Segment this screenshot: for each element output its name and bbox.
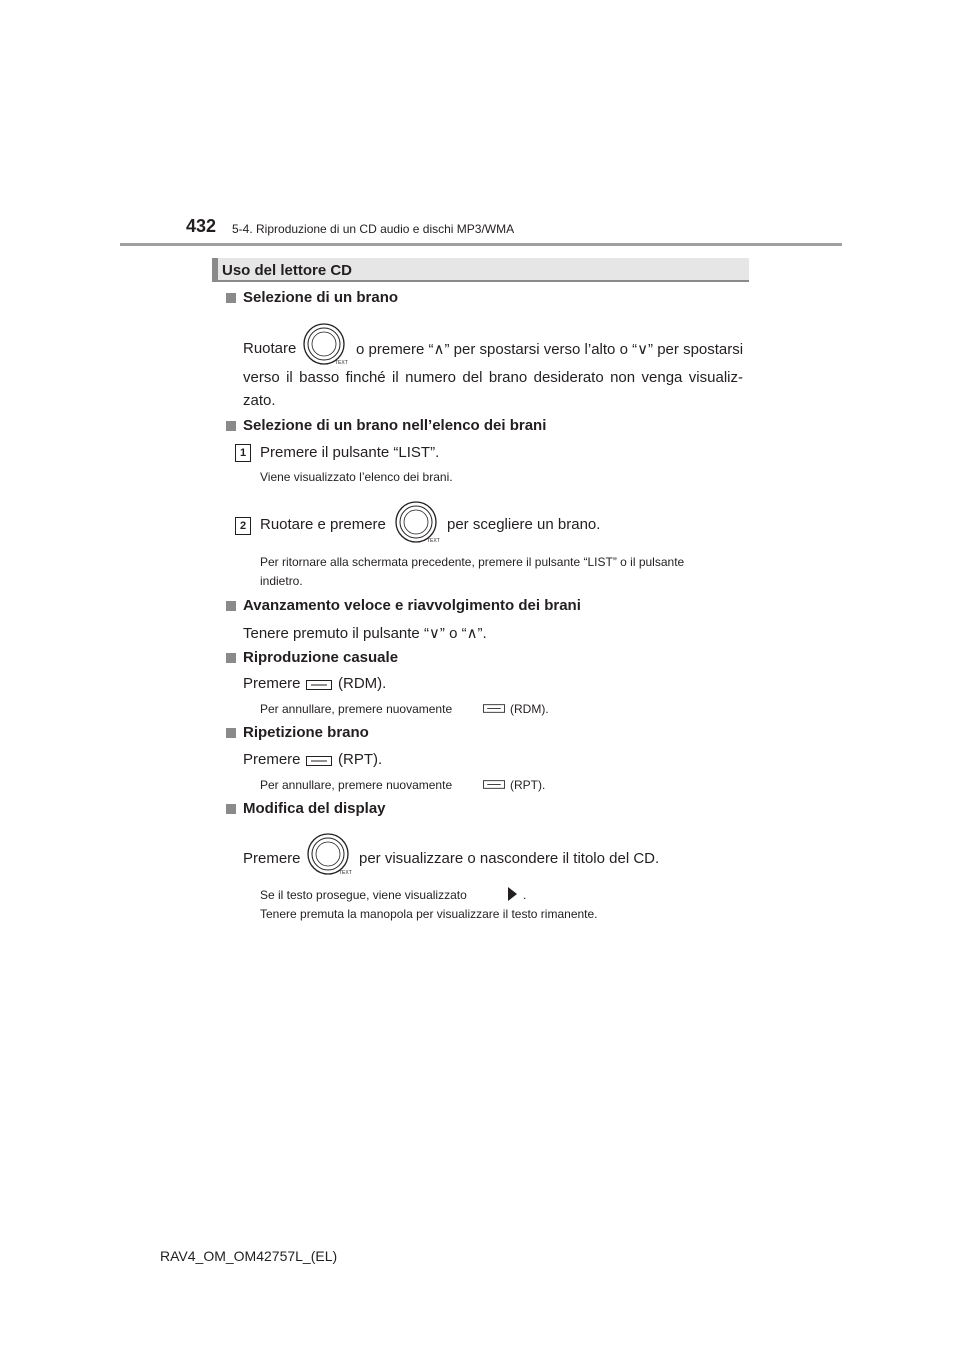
- note-text: .: [523, 888, 527, 902]
- heading-select-from-list: Selezione di un brano nell’elenco dei brani: [243, 417, 547, 434]
- body-text: Ruotare: [243, 340, 297, 357]
- note-text: indietro.: [260, 574, 303, 588]
- body-text: Premere: [243, 850, 301, 867]
- knob-label: TEXT: [339, 870, 352, 876]
- bullet-icon: [226, 728, 236, 738]
- heading-random: Riproduzione casuale: [243, 649, 399, 666]
- step-text: Ruotare e premere: [260, 516, 386, 533]
- knob-label: TEXT: [335, 360, 348, 366]
- body-text: zato.: [243, 392, 276, 409]
- note-text: (RPT).: [510, 778, 546, 792]
- heading-display: Modifica del display: [243, 800, 386, 817]
- button-icon: [483, 704, 505, 713]
- step-number: 2: [235, 517, 251, 535]
- heading-fast-forward: Avanzamento veloce e riavvolgimento dei brani: [243, 597, 581, 614]
- header-rule: [120, 243, 842, 246]
- heading-select-track: Selezione di un brano: [243, 289, 399, 306]
- bullet-icon: [226, 421, 236, 431]
- button-icon: [306, 680, 332, 690]
- note-text: Viene visualizzato l’elenco dei brani.: [260, 470, 453, 484]
- body-text: Premere: [243, 675, 301, 692]
- text-knob-icon: [306, 832, 350, 876]
- note-text: (RDM).: [510, 702, 549, 716]
- body-text: per visualizzare o nascondere il titolo del CD.: [359, 850, 660, 867]
- note-text: Se il testo prosegue, viene visualizzato: [260, 888, 467, 902]
- bullet-icon: [226, 293, 236, 303]
- note-text: Per annullare, premere nuovamente: [260, 778, 453, 792]
- note-text: Per ritornare alla schermata precedente, premere il pulsante “LIST” o il pulsante: [260, 555, 685, 569]
- heading-repeat: Ripetizione brano: [243, 724, 369, 741]
- bullet-icon: [226, 653, 236, 663]
- body-text: (RDM).: [338, 675, 387, 692]
- step-text: per scegliere un brano.: [447, 516, 601, 533]
- step-number: 1: [235, 444, 251, 462]
- body-text: verso il basso finché il numero del brano desiderato non venga visualiz-: [243, 369, 743, 386]
- note-text: Per annullare, premere nuovamente: [260, 702, 453, 716]
- tune-knob-icon: [302, 322, 346, 366]
- section-title: Uso del lettore CD: [222, 262, 353, 279]
- continue-arrow-icon: [505, 885, 519, 903]
- step-text: Premere il pulsante “LIST”.: [260, 444, 440, 461]
- body-text: Premere: [243, 751, 301, 768]
- button-icon: [306, 756, 332, 766]
- body-text: Tenere premuto il pulsante “∨” o “∧”.: [243, 625, 487, 642]
- note-text: Tenere premuta la manopola per visualizzare il testo rimanente.: [260, 907, 598, 921]
- bullet-icon: [226, 601, 236, 611]
- page-number: 432: [186, 216, 217, 236]
- knob-label: TEXT: [427, 538, 440, 544]
- button-icon: [483, 780, 505, 789]
- body-text: (RPT).: [338, 751, 383, 768]
- footer-code: RAV4_OM_OM42757L_(EL): [160, 1248, 338, 1264]
- running-head: 5-4. Riproduzione di un CD audio e dischi MP3/WMA: [232, 222, 515, 236]
- tune-knob-icon: [394, 500, 438, 544]
- body-text: o premere “∧” per spostarsi verso l’alto o “∨” per spostarsi: [356, 341, 744, 358]
- bullet-icon: [226, 804, 236, 814]
